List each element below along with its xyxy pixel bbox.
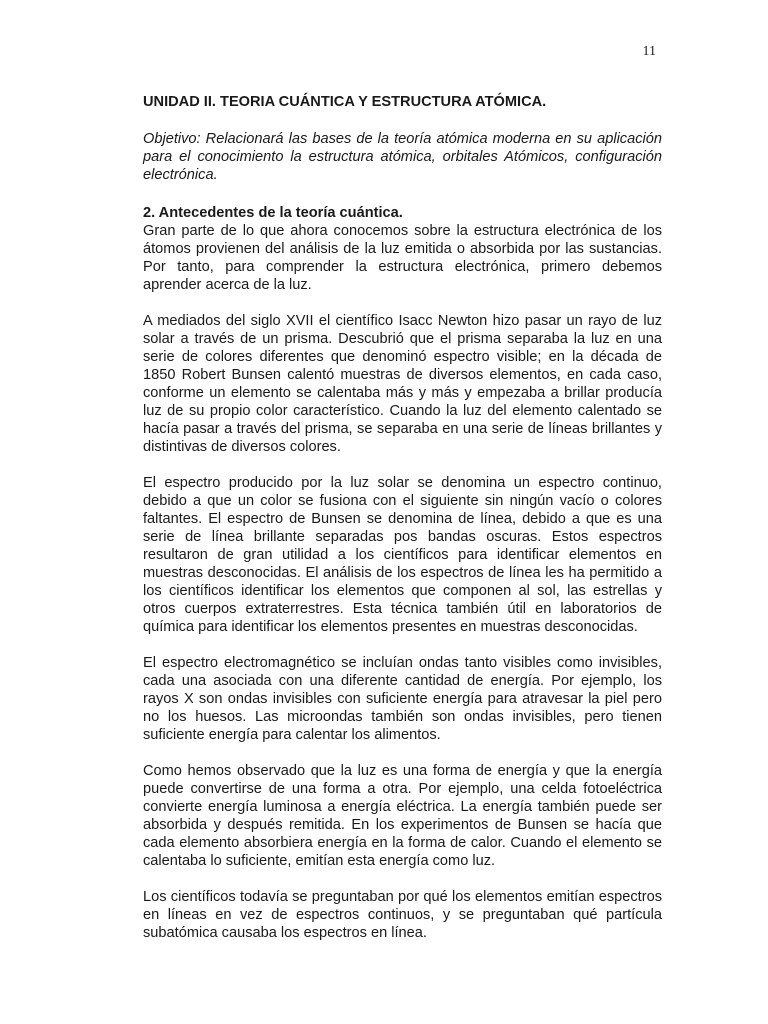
paragraph-4: El espectro electromagnético se incluían ondas tanto visibles como invisibles, cada una asociada con una diferente cantidad de energía. Por ejemplo, los rayos X son ondas invisibles con suficiente energía para atravesar la piel pero no los huesos. Las microondas también son ondas invisibles, pero tienen suficiente energía para calentar los alimentos. xyxy=(143,655,662,743)
unit-title: UNIDAD II. TEORIA CUÁNTICA Y ESTRUCTURA ATÓMICA. xyxy=(143,94,547,110)
page-number: 11 xyxy=(642,44,656,59)
paragraph-5: Como hemos observado que la luz es una forma de energía y que la energía puede convertirse de una forma a otra. Por ejemplo, una celda fotoeléctrica convierte energía luminosa a energía eléctrica. La energía también puede ser absorbida y después remitida. En los experimentos de Bunsen se hacía que cada elemento absorbiera energía en la forma de calor. Cuando el elemento se calentaba lo suficiente, emitían esta energía como luz. xyxy=(143,763,662,869)
paragraph-1: Gran parte de lo que ahora conocemos sobre la estructura electrónica de los átomos provienen del análisis de la luz emitida o absorbida por las sustancias. Por tanto, para comprender la estructura electrónica, primero debemos aprender acerca de la luz. xyxy=(143,223,662,293)
section-heading: 2. Antecedentes de la teoría cuántica. xyxy=(143,205,403,221)
paragraph-3: El espectro producido por la luz solar se denomina un espectro continuo, debido a que un color se fusiona con el siguiente sin ningún vacío o colores faltantes. El espectro de Bunsen se denomina de línea, debido a que es una serie de línea brillante separadas pos bandas oscuras. Estos espectros resultaron de gran utilidad a los científicos para identificar elementos en muestras desconocidas. El análisis de los espectros de línea les ha permitido a los científicos identificar los elementos que componen al sol, las estrellas y otros cuerpos extraterrestres. Esta técnica también útil en laboratorios de química para identificar los elementos presentes en muestras desconocidas. xyxy=(143,475,662,635)
document-body xyxy=(143,93,662,960)
objective-text: Objetivo: Relacionará las bases de la teoría atómica moderna en su aplicación para el conocimiento la estructura atómica, orbitales Atómicos, configuración electrónica. xyxy=(143,131,662,183)
paragraph-6: Los científicos todavía se preguntaban por qué los elementos emitían espectros en líneas en vez de espectros continuos, y se preguntaban qué partícula subatómica causaba los espectros en línea. xyxy=(143,889,662,941)
paragraph-2: A mediados del siglo XVII el científico Isacc Newton hizo pasar un rayo de luz solar a través de un prisma. Descubrió que el prisma separaba la luz en una serie de colores diferentes que denominó espectro visible; en la década de 1850 Robert Bunsen calentó muestras de diversos elementos, en cada caso, conforme un elemento se calentaba más y más y empezaba a brillar producía luz de su propio color característico. Cuando la luz del elemento calentado se hacía pasar a través del prisma, se separaba en una serie de líneas brillantes y distintivas de diversos colores. xyxy=(143,313,662,455)
